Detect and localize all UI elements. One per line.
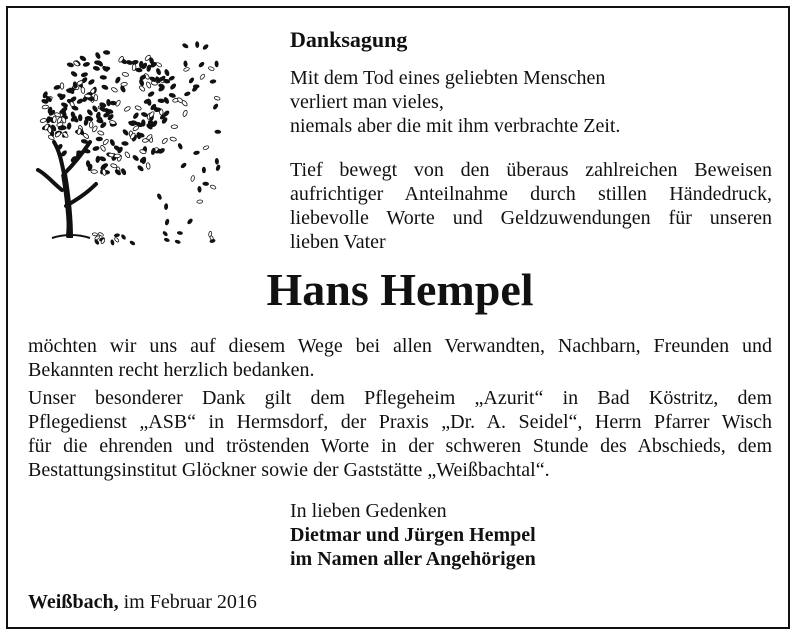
paragraph-line: Bestattungsinstitut Glöckner sowie der Gaststätte „Weißbachtal“. xyxy=(28,459,550,481)
paragraph-2 xyxy=(28,386,772,482)
paragraph-1 xyxy=(28,334,772,382)
body-text xyxy=(28,334,772,482)
paragraph-line: möchten wir uns auf diesem Wege bei allen Verwandten, Nachbarn, Freunden und xyxy=(28,335,772,357)
paragraph-line: Pflegedienst „ASB“ in Hermsdorf, der Praxis „Dr. A. Seidel“, Herrn Pfarrer Wisch xyxy=(28,411,772,433)
intro-line: liebevolle Worte und Geldzuwendungen für unseren xyxy=(290,207,772,229)
intro-text xyxy=(290,158,772,254)
paragraph-line: Bekannten recht herzlich bedanken. xyxy=(28,359,315,381)
signatories-note: im Namen aller Angehörigen xyxy=(290,548,536,570)
place-date xyxy=(28,590,257,614)
deceased-name: Hans Hempel xyxy=(266,264,534,315)
intro-line: lieben Vater xyxy=(290,231,386,253)
poem-line: niemals aber die mit ihm verbrachte Zeit. xyxy=(290,115,621,137)
signatories: Dietmar und Jürgen Hempel xyxy=(290,524,536,546)
closing-signature xyxy=(290,499,536,571)
heading-title: Danksagung xyxy=(290,27,408,52)
closing-line: In lieben Gedenken xyxy=(290,500,447,522)
poem-line: verliert man vieles, xyxy=(290,91,444,113)
poem xyxy=(290,66,620,138)
paragraph-line: Unser besonderer Dank gilt dem Pflegeheim „Azurit“ in Bad Köstritz, dem xyxy=(28,387,772,409)
poem-line: Mit dem Tod eines geliebten Menschen xyxy=(290,67,606,89)
paragraph-line: für die ehrenden und tröstenden Worte in der schweren Stunde des Abschieds, dem xyxy=(28,435,772,457)
date-text: im Februar 2016 xyxy=(123,591,257,613)
intro-line: aufrichtiger Anteilnahme durch stillen Händedruck, xyxy=(290,183,772,205)
intro-line: Tief bewegt von den überaus zahlreichen Beweisen xyxy=(290,159,772,181)
place-name: Weißbach, xyxy=(28,591,119,613)
windblown-tree-icon xyxy=(24,24,224,254)
